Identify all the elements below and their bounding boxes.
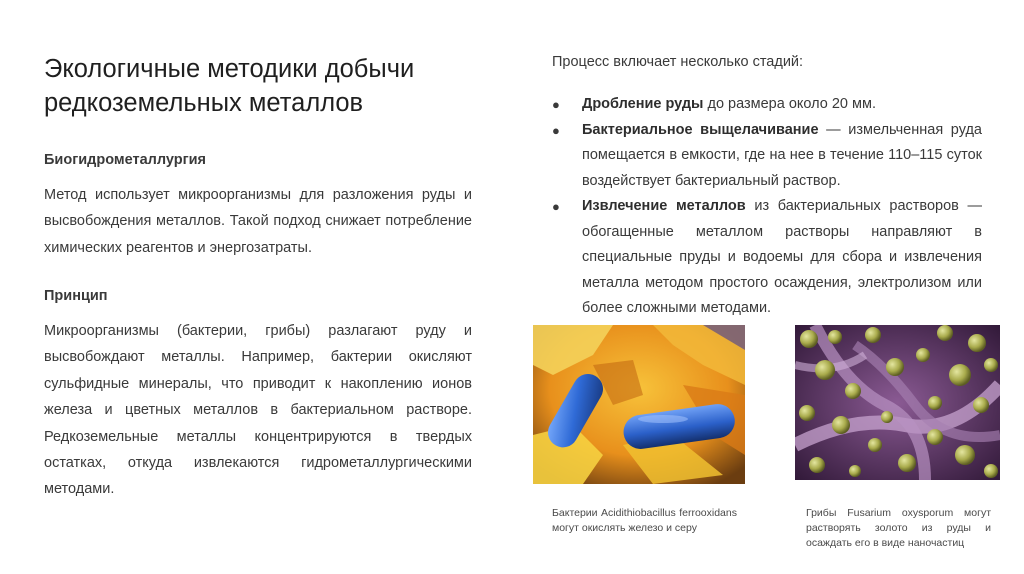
process-intro: Процесс включает несколько стадий: (552, 54, 804, 70)
bacteria-caption: Бактерии Acidithiobacillus ferrooxidans могут окислять железо и серу (552, 507, 737, 534)
bullet-icon: ● (552, 97, 560, 112)
section-heading-principle: Принцип (44, 288, 108, 304)
bacteria-photo (533, 325, 745, 484)
process-step (552, 118, 982, 195)
fungi-photo (795, 325, 1000, 480)
fungi-caption: Грибы Fusarium oxysporum могут растворять золото из руды и осаждать его в виде наночастиц (806, 507, 991, 549)
step-term: Извлечение металлов (582, 198, 746, 214)
step-text: — измельченная руда помещается в емкости, где на нее в течение 110–115 суток воздействует бактериальный раствор. (582, 121, 982, 189)
step-term: Дробление руды (582, 96, 704, 112)
process-step (552, 194, 982, 322)
process-step (552, 92, 982, 118)
step-term: Бактериальное выщелачивание (582, 121, 819, 138)
section-text-principle: Микроорганизмы (бактерии, грибы) разлагают руду и высвобождают металлы. Например, бактерии окисляют сульфидные минералы, что приводит к накоплению ионов железа и цветных металлов в бактериальном растворе. Редкоземельные металлы концентрируются в твердых остатках, откуда извлекаются гидрометаллургическими методами. (44, 323, 472, 498)
section-heading-biohydrometallurgy: Биогидрометаллургия (44, 152, 207, 168)
section-text-biohydrometallurgy: Метод использует микроорганизмы для разложения руды и высвобождения металлов. Такой подход снижает потребление химических реагентов и энергозатраты. (44, 187, 472, 256)
bullet-icon: ● (552, 199, 560, 214)
bullet-icon: ● (552, 122, 560, 138)
slide-title: Экологичные методики добычи редкоземельных металлов (44, 55, 415, 117)
step-text: до размера около 20 мм. (703, 96, 876, 112)
process-steps-list (552, 92, 982, 322)
step-text: из бактериальных растворов — обогащенные металлом растворы направляют в специальные пруды и водоемы для сбора и извлечения металла методом простого осаждения, электролизом или более сложными методами. (582, 198, 983, 316)
